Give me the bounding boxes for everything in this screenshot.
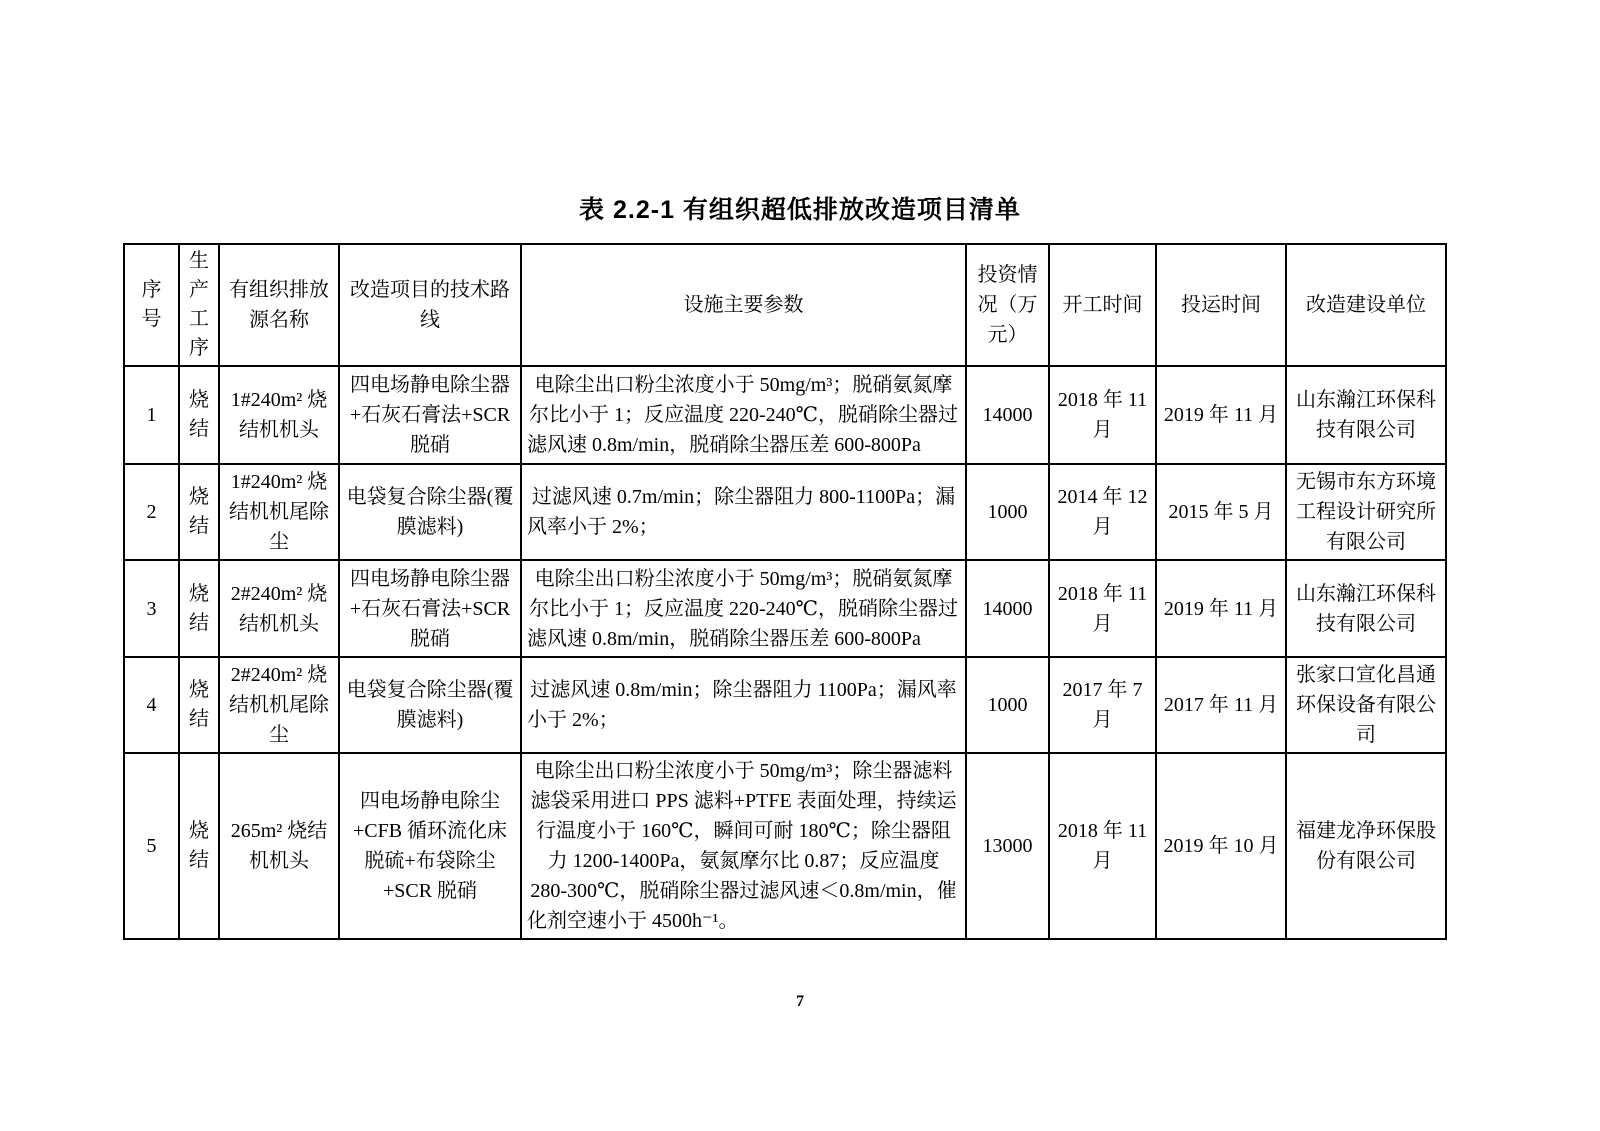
header-investment: 投资情况（万元）	[966, 244, 1049, 366]
header-start: 开工时间	[1049, 244, 1156, 366]
cell-source: 2#240m² 烧结机机尾除尘	[219, 657, 339, 753]
cell-process	[179, 464, 219, 560]
cell-process-label: 烧结	[189, 582, 209, 634]
cell-operation: 2017 年 11 月	[1156, 657, 1286, 753]
cell-source: 2#240m² 烧结机机头	[219, 560, 339, 657]
cell-start: 2018 年 11 月	[1049, 366, 1156, 464]
cell-operation: 2019 年 11 月	[1156, 366, 1286, 464]
cell-params: 电除尘出口粉尘浓度小于 50mg/m³；脱硝氨氮摩尔比小于 1；反应温度 220-240℃，脱硝除尘器过滤风速 0.8m/min，脱硝除尘器压差 600-800Pa	[521, 560, 966, 657]
cell-investment: 14000	[966, 560, 1049, 657]
cell-no: 5	[124, 753, 179, 939]
page-number: 7	[796, 993, 804, 1010]
cell-no: 1	[124, 366, 179, 464]
cell-process	[179, 657, 219, 753]
cell-investment: 13000	[966, 753, 1049, 939]
cell-start: 2018 年 11 月	[1049, 560, 1156, 657]
cell-route: 四电场静电除尘+CFB 循环流化床脱硫+布袋除尘 +SCR 脱硝	[339, 753, 521, 939]
cell-investment: 14000	[966, 366, 1049, 464]
cell-company: 山东瀚江环保科技有限公司	[1286, 560, 1446, 657]
cell-company: 福建龙净环保股份有限公司	[1286, 753, 1446, 939]
header-route: 改造项目的技术路线	[339, 244, 521, 366]
table-title: 表 2.2-1 有组织超低排放改造项目清单	[579, 196, 1021, 224]
header-no-label: 序号	[141, 279, 162, 330]
cell-process-label: 烧结	[189, 389, 209, 440]
cell-no: 2	[124, 464, 179, 560]
cell-company: 张家口宣化昌通环保设备有限公司	[1286, 657, 1446, 753]
header-params: 设施主要参数	[521, 244, 966, 366]
cell-operation: 2015 年 5 月	[1156, 464, 1286, 560]
header-company: 改造建设单位	[1286, 244, 1446, 366]
cell-process	[179, 753, 219, 939]
cell-start: 2018 年 11 月	[1049, 753, 1156, 939]
header-operation: 投运时间	[1156, 244, 1286, 366]
cell-process-label: 烧结	[189, 679, 209, 730]
cell-company: 无锡市东方环境工程设计研究所有限公司	[1286, 464, 1446, 560]
header-no	[124, 244, 179, 366]
cell-start: 2017 年 7 月	[1049, 657, 1156, 753]
cell-params: 电除尘出口粉尘浓度小于 50mg/m³；脱硝氨氮摩尔比小于 1；反应温度 220-240℃，脱硝除尘器过滤风速 0.8m/min，脱硝除尘器压差 600-800Pa	[521, 366, 966, 464]
cell-investment: 1000	[966, 464, 1049, 560]
cell-route: 四电场静电除尘器+石灰石膏法+SCR 脱硝	[339, 560, 521, 657]
header-source: 有组织排放源名称	[219, 244, 339, 366]
cell-source: 1#240m² 烧结机机尾除尘	[219, 464, 339, 560]
cell-source: 265m² 烧结机机头	[219, 753, 339, 939]
table-row	[124, 366, 1446, 464]
header-row	[124, 244, 1446, 366]
cell-source: 1#240m² 烧结机机头	[219, 366, 339, 464]
cell-no: 3	[124, 560, 179, 657]
cell-process-label: 烧结	[189, 486, 209, 537]
cell-process-label: 烧结	[189, 820, 209, 871]
header-process-label: 生产工序	[189, 250, 209, 359]
header-process	[179, 244, 219, 366]
cell-params: 过滤风速 0.8m/min；除尘器阻力 1100Pa；漏风率小于 2%；	[521, 657, 966, 753]
cell-params: 电除尘出口粉尘浓度小于 50mg/m³；除尘器滤料滤袋采用进口 PPS 滤料+PTFE 表面处理，持续运行温度小于 160℃，瞬间可耐 180℃；除尘器阻力 1200-1400Pa，氨氮摩尔比 0.87；反应温度 280-300℃，脱硝除尘器过滤风速＜0.8m/min，催化剂空速小于 4500h⁻¹。	[521, 753, 966, 939]
table-row	[124, 657, 1446, 753]
cell-process	[179, 560, 219, 657]
cell-params: 过滤风速 0.7m/min；除尘器阻力 800-1100Pa；漏风率小于 2%；	[521, 464, 966, 560]
cell-route: 电袋复合除尘器(覆膜滤料)	[339, 464, 521, 560]
table-row	[124, 753, 1446, 939]
cell-investment: 1000	[966, 657, 1049, 753]
cell-operation: 2019 年 10 月	[1156, 753, 1286, 939]
cell-company: 山东瀚江环保科技有限公司	[1286, 366, 1446, 464]
cell-route: 四电场静电除尘器+石灰石膏法+SCR 脱硝	[339, 366, 521, 464]
cell-operation: 2019 年 11 月	[1156, 560, 1286, 657]
emission-projects-table	[123, 243, 1447, 940]
cell-start: 2014 年 12 月	[1049, 464, 1156, 560]
table-row	[124, 464, 1446, 560]
table-row	[124, 560, 1446, 657]
cell-process	[179, 366, 219, 464]
cell-no: 4	[124, 657, 179, 753]
cell-route: 电袋复合除尘器(覆膜滤料)	[339, 657, 521, 753]
